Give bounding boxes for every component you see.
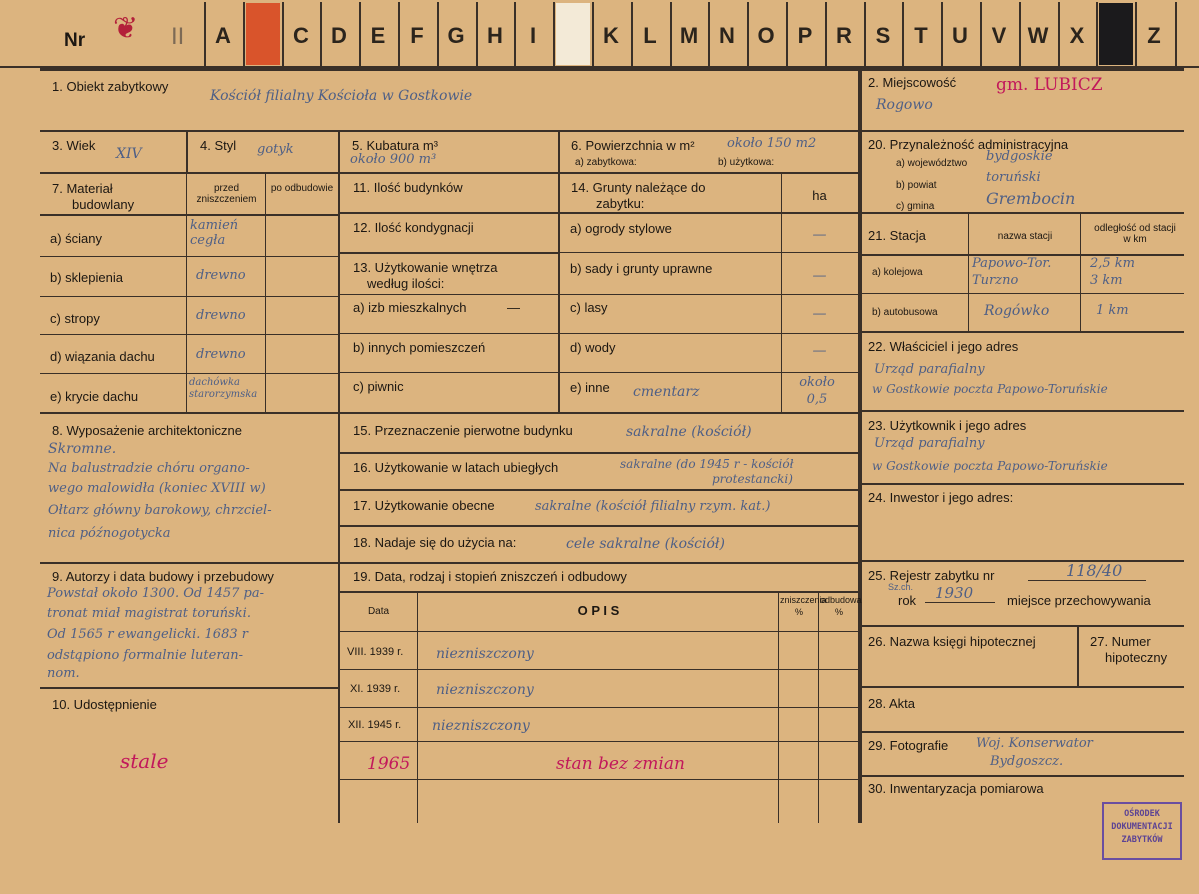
letter-divider bbox=[1096, 2, 1098, 66]
index-letter-n: N bbox=[719, 23, 735, 48]
field-7e-label: e) krycie dachu bbox=[50, 389, 139, 404]
field-14e-ha: około 0,5 bbox=[799, 375, 835, 407]
rule bbox=[40, 214, 340, 216]
field-15-value: sakralne (kościół) bbox=[626, 424, 752, 440]
rule bbox=[40, 562, 340, 564]
field-22-line2: w Gostkowie poczta Papowo-Toruńskie bbox=[872, 382, 1108, 396]
rule bbox=[338, 131, 340, 823]
field-7b-label: b) sklepienia bbox=[50, 270, 123, 285]
rule bbox=[860, 686, 1184, 688]
index-letter-l: L bbox=[643, 23, 657, 48]
field-25-label: 25. Rejestr zabytku nr bbox=[868, 568, 995, 583]
field-22-label: 22. Właściciel i jego adres bbox=[868, 339, 1019, 354]
field-14-label-2: zabytku: bbox=[596, 196, 645, 211]
field-27-label-2: hipoteczny bbox=[1105, 650, 1168, 665]
field-9-line2: tronat miał magistrat toruński. bbox=[47, 606, 251, 621]
rule bbox=[860, 483, 1184, 485]
field-7-col-before: przed zniszczeniem bbox=[196, 183, 257, 205]
field-19-col-date: Data bbox=[367, 606, 390, 617]
field-19-row1-date: VIII. 1939 r. bbox=[347, 646, 404, 658]
field-20-c-value: Grembocin bbox=[986, 189, 1076, 208]
field-19-row3-opis: niezniszczony bbox=[432, 718, 530, 734]
rule bbox=[340, 252, 560, 254]
field-8-label: 8. Wyposażenie architektoniczne bbox=[52, 423, 242, 438]
field-9-line3: Od 1565 r ewangelicki. 1683 r bbox=[47, 627, 248, 642]
field-23-label: 23. Użytkownik i jego adres bbox=[868, 418, 1027, 433]
nr-label: Nr bbox=[64, 30, 86, 51]
field-12-label: 12. Ilość kondygnacji bbox=[353, 220, 474, 235]
field-25-note: Sz.ch. bbox=[888, 582, 914, 592]
field-7e-value: dachówka starorzymska bbox=[189, 377, 258, 400]
rule bbox=[40, 256, 340, 257]
index-letter-h: H bbox=[487, 23, 503, 48]
field-21-label: 21. Stacja bbox=[868, 228, 926, 243]
index-letter-e: E bbox=[370, 23, 386, 48]
field-21-bus-dist: 1 km bbox=[1096, 303, 1129, 318]
field-1-value: Kościół filialny Kościoła w Gostkowie bbox=[210, 88, 473, 104]
field-19-col-zn: zniszczenia % bbox=[780, 595, 827, 617]
field-6-sub-b: b) użytkowa: bbox=[718, 157, 775, 168]
field-2-value: Rogowo bbox=[876, 97, 933, 113]
field-13-label-2: według ilości: bbox=[367, 276, 445, 291]
rule bbox=[40, 296, 340, 297]
rule bbox=[560, 333, 858, 334]
field-25-place-label: miejsce przechowywania bbox=[1007, 593, 1151, 608]
field-14e-label: e) inne bbox=[570, 380, 610, 395]
field-15-label: 15. Przeznaczenie pierwotne budynku bbox=[353, 423, 573, 438]
field-17-value: sakralne (kościół filialny rzym. kat.) bbox=[535, 499, 771, 514]
field-30-label: 30. Inwentaryzacja pomiarowa bbox=[868, 781, 1044, 796]
field-7d-value: drewno bbox=[196, 347, 246, 362]
field-27-label: 27. Numer bbox=[1090, 634, 1151, 649]
rule bbox=[860, 212, 1184, 214]
rule bbox=[968, 213, 969, 331]
field-14d-label: d) wody bbox=[570, 340, 616, 355]
archive-stamp bbox=[1102, 802, 1182, 860]
letter-divider bbox=[553, 2, 555, 66]
rule bbox=[40, 130, 1184, 132]
rule bbox=[860, 560, 1184, 562]
rule bbox=[858, 67, 862, 823]
field-13b-label: b) innych pomieszczeń bbox=[353, 340, 486, 355]
field-23-line2: w Gostkowie poczta Papowo-Toruńskie bbox=[872, 459, 1108, 473]
stamp-line-2: DOKUMENTACJI bbox=[1111, 822, 1173, 832]
letter-divider bbox=[1175, 2, 1177, 66]
field-21-bus-label: b) autobusowa bbox=[872, 307, 938, 318]
field-13a-label: a) izb mieszkalnych bbox=[353, 300, 467, 315]
rule bbox=[860, 731, 1184, 733]
field-25-rok: 1930 bbox=[935, 584, 974, 602]
rule bbox=[340, 294, 560, 295]
field-16-value-2: protestancki) bbox=[712, 472, 793, 486]
field-19-row2-date: XI. 1939 r. bbox=[350, 683, 401, 695]
rule bbox=[860, 410, 1184, 412]
rule bbox=[1080, 213, 1081, 331]
index-letter-i: I bbox=[529, 23, 537, 48]
field-5-value: około 900 m³ bbox=[350, 152, 437, 167]
field-21-col-dist: odległość od stacji w km bbox=[1094, 223, 1176, 245]
rule bbox=[560, 294, 858, 295]
field-28-label: 28. Akta bbox=[868, 696, 915, 711]
field-2-label: 2. Miejscowość bbox=[868, 75, 957, 90]
index-letter-f: F bbox=[410, 23, 424, 48]
field-19-row1-opis: niezniszczony bbox=[436, 646, 534, 662]
field-18-label: 18. Nadaje się do użycia na: bbox=[353, 535, 517, 550]
red-mark: ❦ bbox=[113, 11, 139, 46]
field-13a-dash: — bbox=[507, 300, 520, 315]
stamp-line-3: ZABYTKÓW bbox=[1121, 835, 1163, 845]
rule bbox=[860, 293, 1184, 294]
field-14e-value: cmentarz bbox=[633, 384, 700, 400]
field-7-label: 7. Materiał bbox=[52, 181, 113, 196]
rule bbox=[1028, 580, 1146, 581]
field-14a-label: a) ogrody stylowe bbox=[570, 221, 672, 236]
field-16-value-1: sakralne (do 1945 r - kościół bbox=[620, 457, 794, 471]
field-5-label: 5. Kubatura m³ bbox=[352, 138, 438, 153]
rule bbox=[40, 412, 858, 414]
field-9-line1: Powstał około 1300. Od 1457 pa- bbox=[47, 586, 265, 601]
field-17-label: 17. Użytkowanie obecne bbox=[353, 498, 495, 513]
field-29-line1: Woj. Konserwator bbox=[976, 736, 1093, 751]
field-8-line1: Skromne. bbox=[48, 441, 117, 457]
field-20-a-value: bydgoskie bbox=[986, 149, 1053, 164]
index-letter-o: O bbox=[757, 23, 775, 48]
index-letter-u: U bbox=[952, 23, 968, 48]
index-letter-s: S bbox=[875, 23, 891, 48]
rule bbox=[1077, 626, 1079, 686]
field-21-rail-dist-2: 3 km bbox=[1090, 273, 1123, 288]
rule bbox=[340, 333, 560, 334]
field-19-row2-opis: niezniszczony bbox=[436, 682, 534, 698]
field-26-label: 26. Nazwa księgi hipotecznej bbox=[868, 634, 1036, 649]
rule bbox=[186, 173, 187, 412]
field-14c-value: — bbox=[812, 306, 827, 322]
field-9-line4: odstąpiono formalnie luteran- bbox=[47, 648, 244, 663]
field-8-line5: nica późnogotycka bbox=[48, 526, 171, 541]
index-letter-w: W bbox=[1027, 23, 1049, 48]
index-letter-g: G bbox=[447, 23, 465, 48]
field-13c-label: c) piwnic bbox=[353, 379, 404, 394]
field-7d-label: d) wiązania dachu bbox=[50, 349, 155, 364]
field-21-bus-name: Rogówko bbox=[984, 303, 1050, 319]
rule bbox=[558, 131, 560, 413]
field-21-rail-name-1: Papowo-Tor. bbox=[972, 256, 1052, 271]
field-14a-value: — bbox=[812, 227, 827, 243]
rule bbox=[40, 67, 860, 71]
field-14b-value: — bbox=[812, 268, 827, 284]
rule bbox=[340, 372, 560, 373]
field-19-row3-date: XII. 1945 r. bbox=[348, 719, 402, 731]
field-9-label: 9. Autorzy i data budowy i przebudowy bbox=[52, 569, 274, 584]
rule bbox=[340, 212, 560, 214]
rule bbox=[860, 67, 1184, 71]
rule bbox=[186, 131, 188, 173]
index-letter-k: K bbox=[603, 23, 619, 48]
field-2-note: gm. LUBICZ bbox=[996, 75, 1103, 95]
field-8-line2: Na balustradzie chóru organo- bbox=[48, 461, 250, 476]
field-22-line1: Urząd parafialny bbox=[874, 362, 985, 377]
field-16-label: 16. Użytkowanie w latach ubiegłych bbox=[353, 460, 559, 475]
index-letter-z: Z bbox=[1147, 23, 1161, 48]
index-letter-v: V bbox=[991, 23, 1007, 48]
index-letter-m: M bbox=[679, 23, 699, 48]
rule bbox=[818, 592, 819, 823]
roman-numeral: II bbox=[171, 23, 185, 50]
field-20-a-label: a) województwo bbox=[896, 158, 968, 169]
field-18-value: cele sakralne (kościół) bbox=[566, 536, 725, 552]
field-8-line3: wego malowidła (koniec XVIII w) bbox=[48, 481, 266, 496]
field-19-label: 19. Data, rodzaj i stopień zniszczeń i odbudowy bbox=[353, 569, 627, 584]
index-letter-d: D bbox=[331, 23, 347, 48]
rule bbox=[340, 489, 858, 491]
rule bbox=[860, 331, 1184, 333]
index-letter-p: P bbox=[797, 23, 813, 48]
field-19-extra-date: 1965 bbox=[367, 754, 411, 774]
white-index-tab bbox=[556, 3, 590, 65]
stamp-line-1: OŚRODEK bbox=[1124, 809, 1160, 819]
field-14c-label: c) lasy bbox=[570, 300, 608, 315]
rule bbox=[560, 212, 858, 214]
field-20-b-value: toruński bbox=[986, 170, 1041, 185]
field-4-label: 4. Styl bbox=[200, 138, 237, 153]
field-7c-label: c) stropy bbox=[50, 311, 100, 326]
rule bbox=[40, 373, 340, 374]
rule bbox=[860, 625, 1184, 627]
index-letter-r: R bbox=[836, 23, 852, 48]
field-6-label: 6. Powierzchnia w m² bbox=[571, 138, 695, 153]
field-10-value: stale bbox=[120, 749, 169, 773]
field-23-line1: Urząd parafialny bbox=[874, 436, 985, 451]
rule bbox=[40, 334, 340, 335]
field-21-rail-dist-1: 2,5 km bbox=[1090, 256, 1136, 271]
field-25-number: 118/40 bbox=[1066, 561, 1123, 580]
field-29-label: 29. Fotografie bbox=[868, 738, 949, 753]
field-11-label: 11. Ilość budynków bbox=[353, 180, 463, 195]
field-8-line4: Ołtarz główny barokowy, chrzciel- bbox=[48, 503, 272, 518]
rule bbox=[860, 775, 1184, 777]
rule bbox=[560, 372, 858, 373]
field-10-label: 10. Udostępnienie bbox=[52, 697, 157, 712]
field-3-value: XIV bbox=[116, 146, 142, 162]
field-21-rail-label: a) kolejowa bbox=[872, 267, 923, 278]
field-9-line5: nom. bbox=[47, 666, 80, 681]
field-1-label: 1. Obiekt zabytkowy bbox=[52, 79, 169, 94]
field-21-col-name: nazwa stacji bbox=[997, 231, 1053, 242]
rule bbox=[40, 172, 858, 174]
field-7-col-after: po odbudowie bbox=[270, 183, 334, 194]
field-4-value: gotyk bbox=[257, 142, 294, 157]
index-letter-t: T bbox=[914, 23, 928, 48]
field-6-value: około 150 m2 bbox=[727, 136, 817, 151]
rule bbox=[778, 592, 779, 823]
rule bbox=[560, 252, 858, 253]
red-index-tab bbox=[246, 3, 280, 65]
field-7-label-2: budowlany bbox=[72, 197, 135, 212]
field-7b-value: drewno bbox=[196, 268, 246, 283]
field-14d-value: — bbox=[812, 343, 827, 359]
field-7a-label: a) ściany bbox=[50, 231, 103, 246]
field-20-label: 20. Przynależność administracyjna bbox=[868, 137, 1069, 152]
field-13-label: 13. Użytkowanie wnętrza bbox=[353, 260, 498, 275]
letter-divider bbox=[243, 2, 245, 66]
index-letter-c: C bbox=[293, 23, 309, 48]
field-21-rail-name-2: Turzno bbox=[972, 273, 1019, 288]
rule bbox=[340, 452, 858, 454]
rule bbox=[417, 592, 418, 823]
field-29-line2: Bydgoszcz. bbox=[990, 754, 1064, 769]
field-20-c-label: c) gmina bbox=[896, 201, 935, 212]
index-letter-a: A bbox=[215, 23, 231, 48]
field-14-unit: ha bbox=[812, 188, 827, 203]
rule bbox=[340, 525, 858, 527]
field-7a-value: kamień cegła bbox=[190, 218, 239, 248]
field-14-label: 14. Grunty należące do bbox=[571, 180, 706, 195]
field-25-rok-label: rok bbox=[898, 593, 917, 608]
field-7c-value: drewno bbox=[196, 308, 246, 323]
rule bbox=[925, 602, 995, 603]
rule bbox=[40, 687, 340, 689]
field-19-extra-opis: stan bez zmian bbox=[556, 754, 685, 774]
field-14b-label: b) sady i grunty uprawne bbox=[570, 261, 713, 276]
black-index-tab bbox=[1099, 3, 1133, 65]
index-letter-x: X bbox=[1069, 23, 1085, 48]
field-19-col-od: odbudowa % bbox=[820, 595, 862, 617]
field-6-sub-a: a) zabytkowa: bbox=[575, 157, 637, 168]
rule bbox=[781, 173, 782, 412]
field-20-b-label: b) powiat bbox=[896, 180, 937, 191]
field-24-label: 24. Inwestor i jego adres: bbox=[868, 490, 1014, 505]
field-19-col-opis: O P I S bbox=[577, 603, 620, 618]
rule bbox=[340, 562, 858, 564]
field-3-label: 3. Wiek bbox=[52, 138, 96, 153]
